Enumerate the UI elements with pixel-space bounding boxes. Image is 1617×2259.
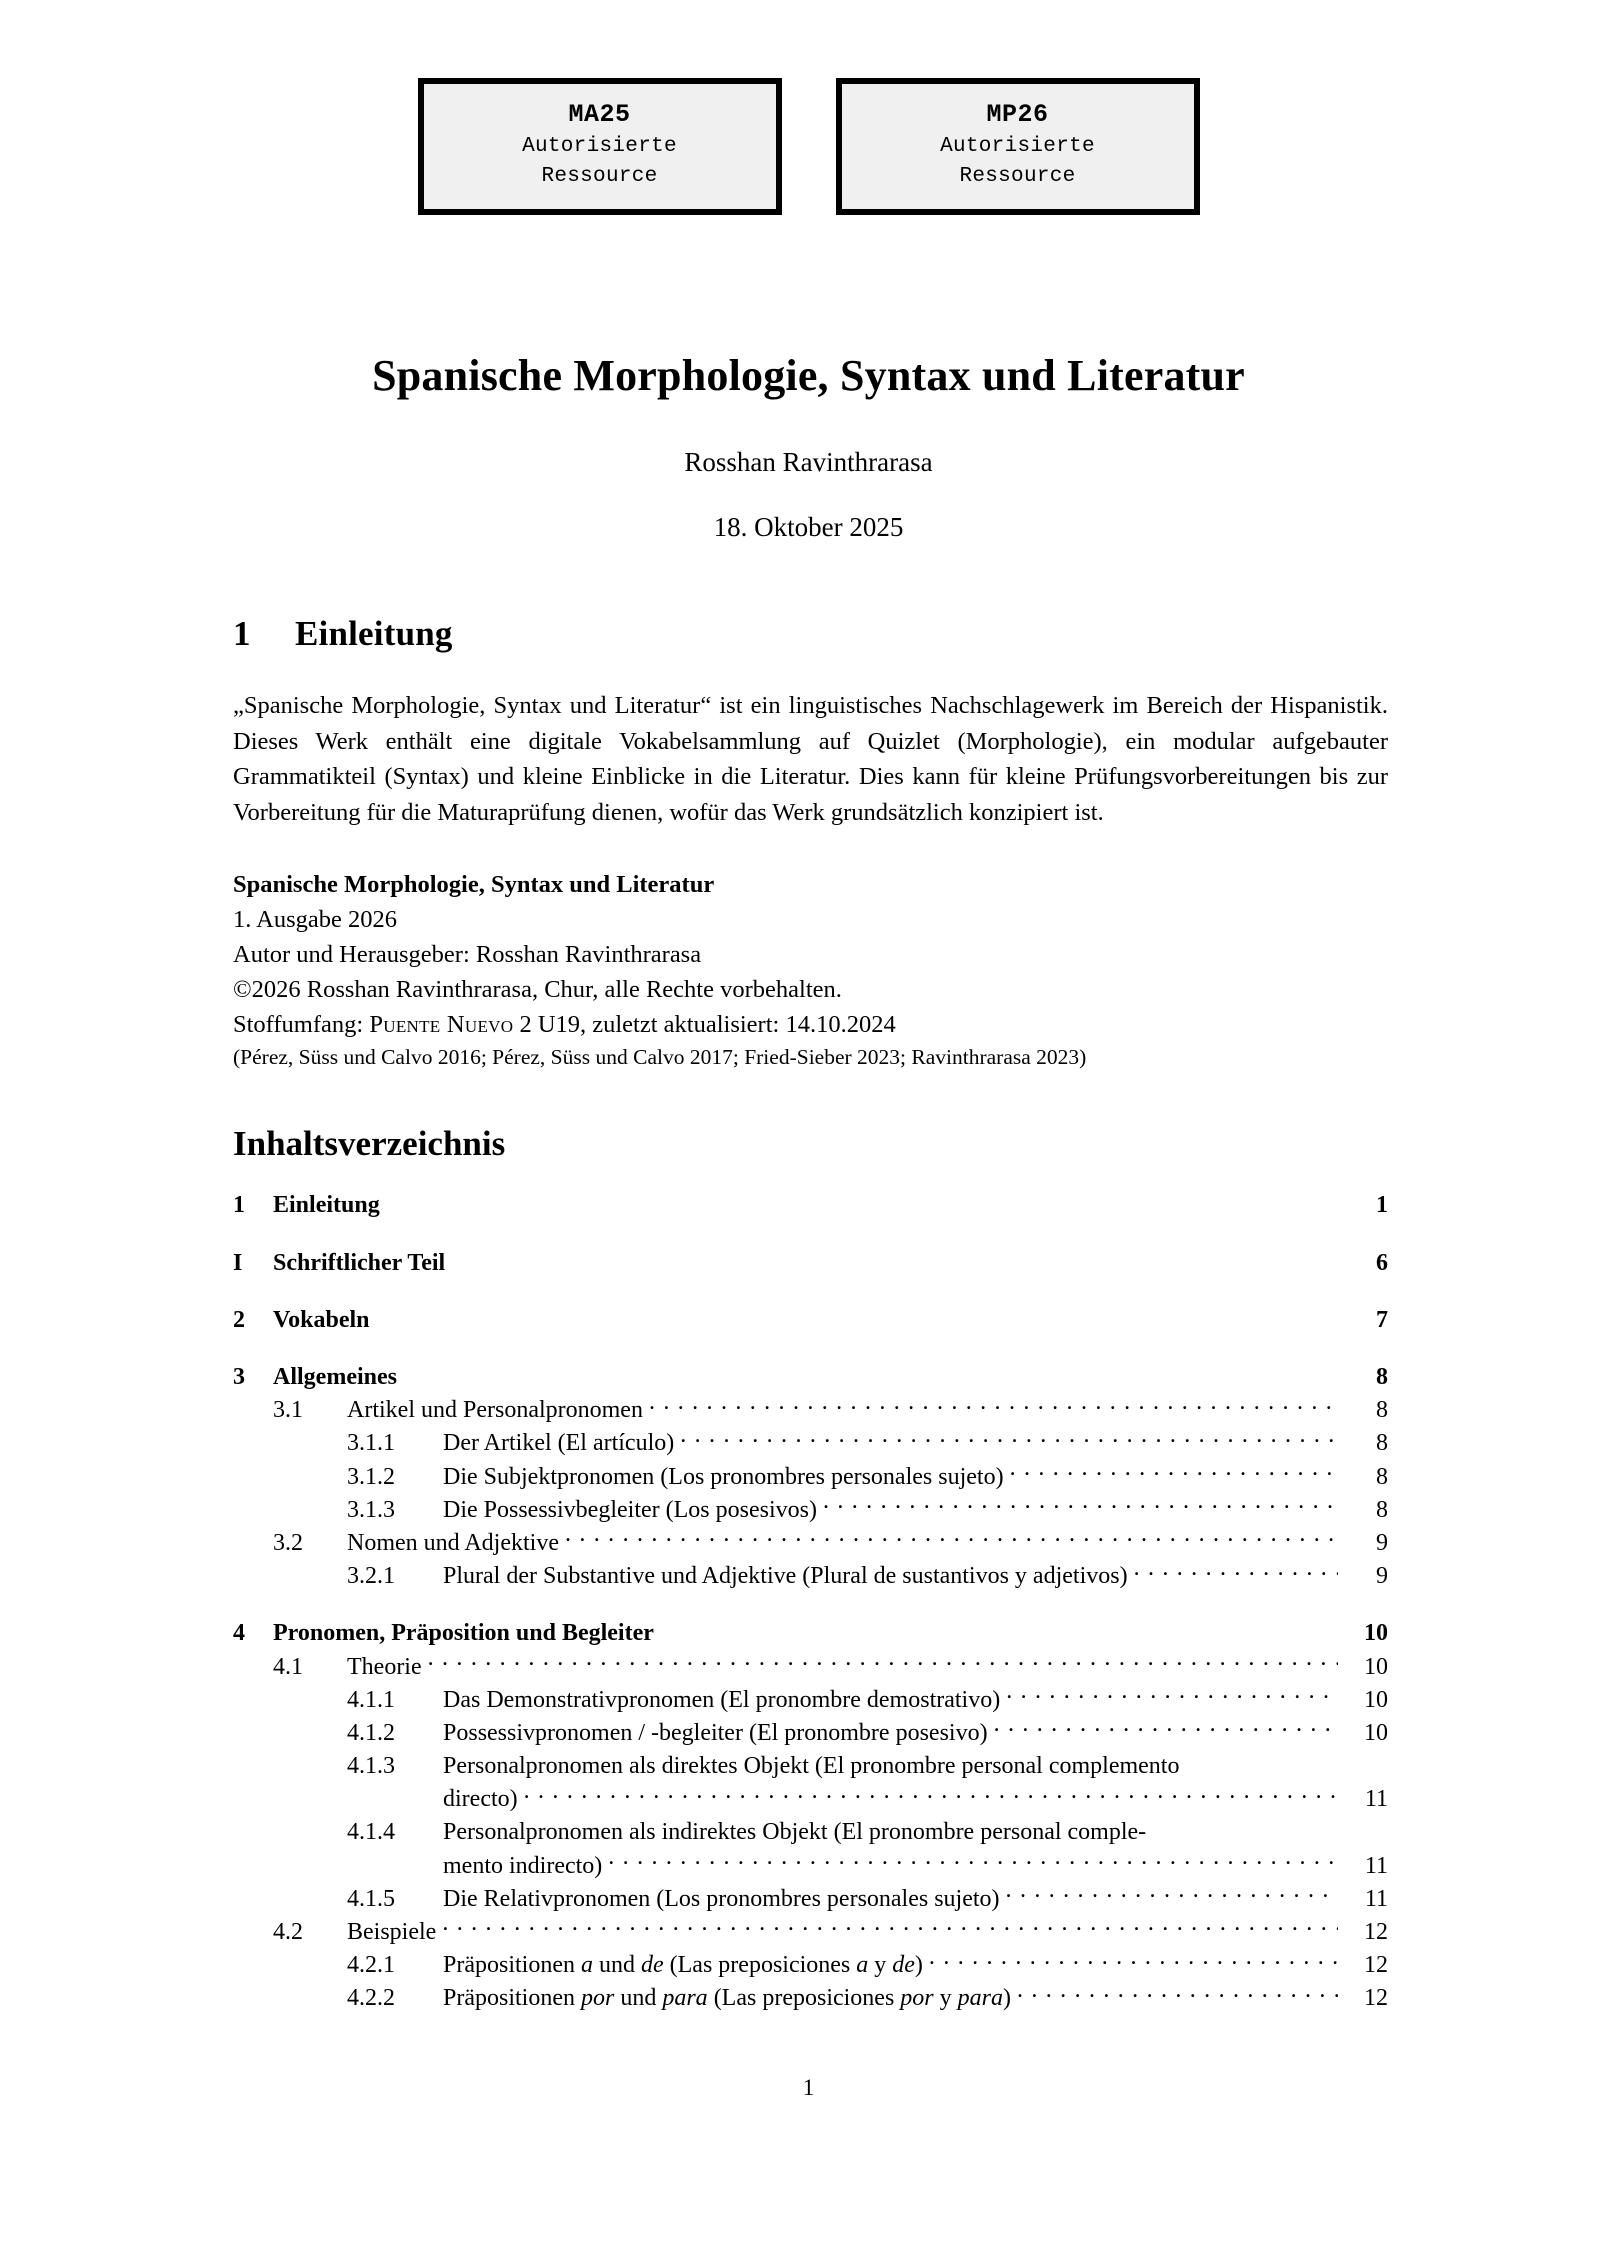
- section-title: Einleitung: [295, 614, 453, 653]
- toc-entry-page: 8: [1376, 1463, 1388, 1490]
- toc-entry-number: 1: [233, 1192, 245, 1219]
- colophon-work-title: Spanische Morphologie, Syntax und Literatur: [233, 870, 715, 898]
- badge-row: [0, 78, 1617, 215]
- toc-entry-title: Plural der Substantive und Adjektive (Plural de sustantivos y adjetivos): [443, 1563, 1128, 1590]
- toc-entry-page: 11: [1364, 1786, 1388, 1813]
- toc-entry[interactable]: [233, 1305, 1388, 1336]
- toc-entry-title: Präpositionen a und de (Las preposiciones a y de): [443, 1952, 923, 1979]
- colophon-citations: (Pérez, Süss und Calvo 2016; Pérez, Süss und Calvo 2017; Fried-Sieber 2023; Ravinthrarasa 2023): [233, 1044, 1087, 1069]
- toc-entry-page: 1: [1376, 1192, 1388, 1219]
- toc-entry-page: 10: [1364, 1620, 1388, 1647]
- toc-entry-title: Die Possessivbegleiter (Los posesivos): [443, 1496, 817, 1523]
- toc-entry-number: 2: [233, 1306, 245, 1333]
- badge-line-2: Ressource: [541, 165, 658, 189]
- badge-line-1: Autorisierte: [940, 134, 1095, 158]
- toc-entry-number: 4.2.1: [347, 1952, 395, 1979]
- toc-leader-dots: [376, 1305, 1339, 1329]
- toc-list: [233, 1190, 1388, 2014]
- toc-entry[interactable]: [233, 1618, 1388, 1649]
- scope-suffix: 2 U19, zuletzt aktualisiert: 14.10.2024: [513, 1010, 896, 1038]
- toc-entry-title: Pronomen, Präposition und Begleiter: [273, 1620, 654, 1647]
- toc-entry-number: 4.1.2: [347, 1719, 395, 1746]
- toc-entry-number: 3.1.1: [347, 1430, 395, 1457]
- toc-leader-dots: [608, 1851, 1338, 1875]
- toc-entry-page: 10: [1364, 1686, 1388, 1713]
- toc-entry-title: Artikel und Personalpronomen: [347, 1397, 643, 1424]
- toc-entry-page: 8: [1376, 1496, 1388, 1523]
- toc-entry-number: 3.1.2: [347, 1463, 395, 1490]
- toc-entry-number: 4.1: [273, 1653, 303, 1680]
- toc-leader-dots: [994, 1718, 1338, 1742]
- intro-paragraph: „Spanische Morphologie, Syntax und Literatur“ ist ein linguistisches Nachschlagewerk im Bereich der Hispanistik. Dieses Werk enthält eine digitale Vokabelsammlung auf Quizlet (Morphologie), ein modular aufgebauter Grammatikteil (Syntax) und kleine Einblicke in die Literatur. Dies kann für kleine Prüfungsvorbereitungen bis zur Vorbereitung für die Maturaprüfung dienen, wofür das Werk grundsätzlich konzipiert ist.: [233, 692, 1388, 826]
- toc-entry-page: 6: [1376, 1249, 1388, 1276]
- toc-entry-page: 8: [1376, 1364, 1388, 1391]
- scope-prefix: Stoffumfang:: [233, 1010, 370, 1038]
- toc-entry-page: 12: [1364, 1919, 1388, 1946]
- document-title: Spanische Morphologie, Syntax und Literatur: [372, 351, 1245, 400]
- badge-code: MA25: [568, 100, 631, 129]
- toc-leader-dots: [1134, 1561, 1338, 1585]
- toc-entry[interactable]: [233, 1950, 1388, 1981]
- toc-leader-dots: [403, 1362, 1338, 1386]
- toc-leader-dots: [1010, 1462, 1338, 1486]
- toc-entry-number: 4.1.3: [347, 1753, 395, 1780]
- toc-entry-page: 9: [1376, 1529, 1388, 1556]
- toc-entry[interactable]: [233, 1983, 1388, 2014]
- toc-leader-dots: [524, 1784, 1338, 1808]
- document-body: [233, 614, 1388, 2015]
- toc-entry-title: Theorie: [347, 1653, 422, 1680]
- toc-entry-title: Vokabeln: [273, 1306, 370, 1333]
- toc-entry-title: Präpositionen por und para (Las preposiciones por y para): [443, 1985, 1011, 2012]
- toc-entry[interactable]: [233, 1528, 1388, 1559]
- toc-entry-number: 3.2.1: [347, 1563, 395, 1590]
- toc-entry[interactable]: [233, 1190, 1388, 1221]
- toc-entry-page: 11: [1364, 1852, 1388, 1879]
- toc-entry-title: Einleitung: [273, 1192, 380, 1219]
- section-number: 1: [233, 614, 251, 653]
- toc-entry-page: 9: [1376, 1563, 1388, 1590]
- document-author: Rosshan Ravinthrarasa: [684, 447, 933, 477]
- toc-entry[interactable]: [233, 1561, 1388, 1592]
- toc-entry[interactable]: [233, 1395, 1388, 1426]
- toc-entry-title: Possessivpronomen / -begleiter (El pronombre posesivo): [443, 1719, 988, 1746]
- colophon-copyright: ©2026 Rosshan Ravinthrarasa, Chur, alle Rechte vorbehalten.: [233, 975, 842, 1003]
- toc-entry-page: 8: [1376, 1430, 1388, 1457]
- toc-entry[interactable]: [233, 1751, 1388, 1782]
- toc-entry-number: 3.1: [273, 1397, 303, 1424]
- toc-entry-number: 4: [233, 1620, 245, 1647]
- toc-heading: Inhaltsverzeichnis: [233, 1124, 506, 1164]
- toc-entry-number: 4.2: [273, 1919, 303, 1946]
- toc-leader-dots: [565, 1528, 1338, 1552]
- toc-entry[interactable]: [233, 1817, 1388, 1848]
- toc-entry-page: 7: [1376, 1306, 1388, 1333]
- toc-entry-number: I: [233, 1249, 243, 1276]
- colophon-scope: [233, 1007, 1388, 1042]
- toc-leader-dots: [929, 1950, 1338, 1974]
- colophon-author: Autor und Herausgeber: Rosshan Ravinthrarasa: [233, 940, 702, 968]
- toc-entry-title: Nomen und Adjektive: [347, 1529, 559, 1556]
- toc-leader-dots: [660, 1618, 1338, 1642]
- toc-entry-title: Personalpronomen als direktes Objekt (El pronombre personal complemento: [443, 1753, 1180, 1780]
- toc-entry[interactable]: [233, 1248, 1388, 1279]
- toc-entry-page: 8: [1376, 1397, 1388, 1424]
- scope-smallcaps: Puente Nuevo: [369, 1010, 514, 1038]
- toc-entry-number: 4.1.1: [347, 1686, 395, 1713]
- toc-entry-number: 3.1.3: [347, 1496, 395, 1523]
- toc-entry[interactable]: [233, 1428, 1388, 1459]
- toc-entry-page: 12: [1364, 1985, 1388, 2012]
- toc-entry-title-line2: directo): [443, 1786, 518, 1813]
- toc-leader-dots: [386, 1190, 1338, 1214]
- badge-mp26: [836, 78, 1200, 215]
- toc-leader-dots: [1017, 1983, 1338, 2007]
- toc-entry[interactable]: [233, 1652, 1388, 1683]
- page-folio: 1: [802, 2075, 815, 2100]
- colophon-block: [233, 867, 1388, 1073]
- toc-entry-number: 4.1.5: [347, 1885, 395, 1912]
- toc-leader-dots: [680, 1428, 1338, 1452]
- toc-entry[interactable]: [233, 1362, 1388, 1393]
- toc-leader-dots: [649, 1395, 1338, 1419]
- toc-entry[interactable]: [233, 1718, 1388, 1749]
- toc-entry-title: Die Subjektpronomen (Los pronombres personales sujeto): [443, 1463, 1004, 1490]
- toc-leader-dots: [1006, 1685, 1338, 1709]
- toc-entry[interactable]: [233, 1495, 1388, 1526]
- toc-entry-continuation[interactable]: [233, 1851, 1388, 1882]
- toc-entry-title: Personalpronomen als indirektes Objekt (El pronombre personal comple-: [443, 1819, 1147, 1846]
- toc-entry-title: Das Demonstrativpronomen (El pronombre demostrativo): [443, 1686, 1001, 1713]
- toc-entry-number: 3.2: [273, 1529, 303, 1556]
- toc-entry[interactable]: [233, 1462, 1388, 1493]
- toc-entry-title: Beispiele: [347, 1919, 437, 1946]
- badge-line-2: Ressource: [959, 165, 1076, 189]
- toc-entry-title: Schriftlicher Teil: [273, 1249, 446, 1276]
- toc-entry-title: Allgemeines: [273, 1364, 397, 1391]
- toc-leader-dots: [451, 1248, 1338, 1272]
- toc-entry-continuation[interactable]: [233, 1784, 1388, 1815]
- toc-entry-title-line2: mento indirecto): [443, 1852, 603, 1879]
- section-heading-einleitung: [233, 614, 1388, 654]
- colophon-edition: 1. Ausgabe 2026: [233, 905, 397, 933]
- toc-leader-dots: [823, 1495, 1338, 1519]
- toc-entry-title: Der Artikel (El artículo): [443, 1430, 675, 1457]
- badge-ma25: [418, 78, 782, 215]
- toc-entry-page: 10: [1364, 1719, 1388, 1746]
- toc-entry-number: 3: [233, 1364, 245, 1391]
- document-date: 18. Oktober 2025: [713, 512, 904, 542]
- toc-entry-page: 11: [1364, 1885, 1388, 1912]
- toc-leader-dots: [428, 1652, 1338, 1676]
- toc-entry-page: 10: [1364, 1653, 1388, 1680]
- toc-entry[interactable]: [233, 1685, 1388, 1716]
- badge-code: MP26: [986, 100, 1049, 129]
- toc-entry[interactable]: [233, 1884, 1388, 1915]
- badge-line-1: Autorisierte: [522, 134, 677, 158]
- toc-entry-page: 12: [1364, 1952, 1388, 1979]
- toc-leader-dots: [1006, 1884, 1338, 1908]
- toc-entry[interactable]: [233, 1917, 1388, 1948]
- toc-entry-title: Die Relativpronomen (Los pronombres personales sujeto): [443, 1885, 1000, 1912]
- toc-entry-number: 4.2.2: [347, 1985, 395, 2012]
- toc-leader-dots: [442, 1917, 1338, 1941]
- toc-entry-number: 4.1.4: [347, 1819, 395, 1846]
